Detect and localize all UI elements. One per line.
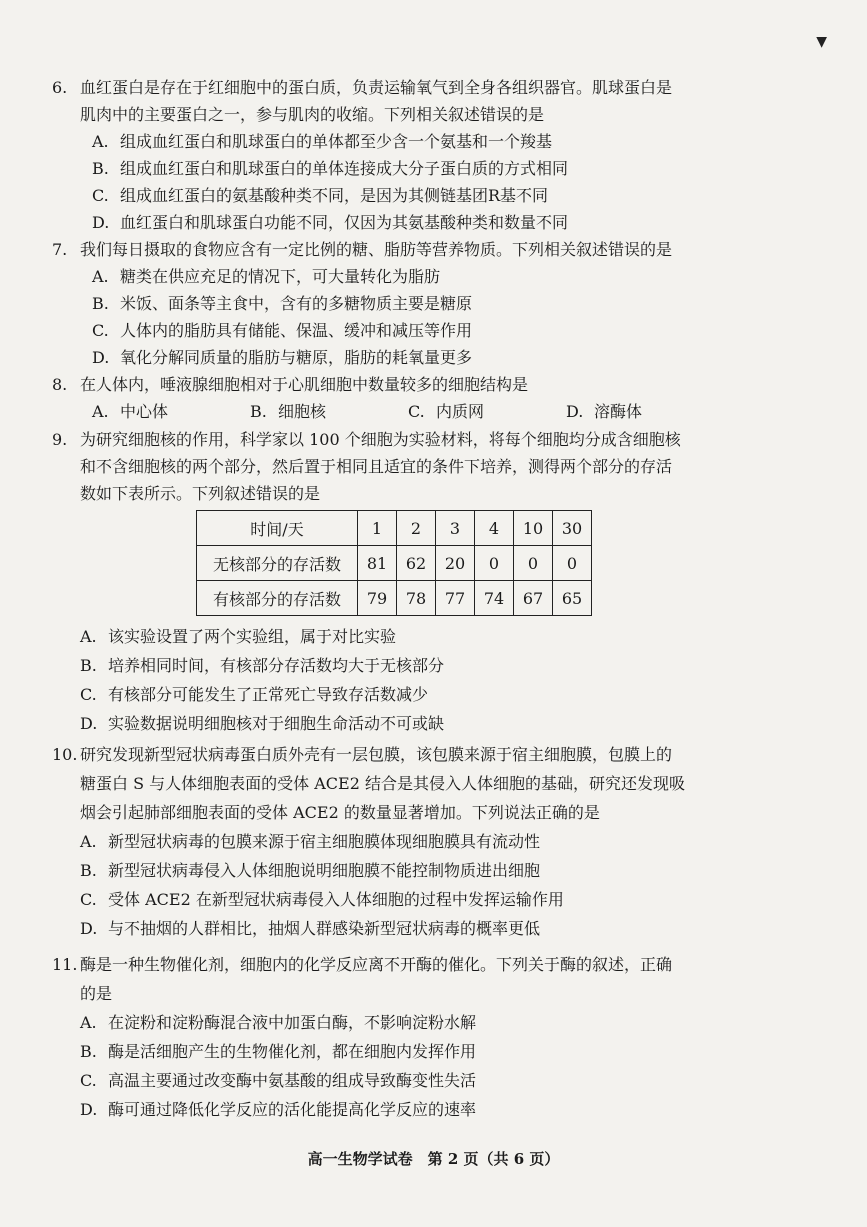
question-10 bbox=[52, 740, 752, 943]
option-b: B. 酶是活细胞产生的生物催化剂，都在细胞内发挥作用 bbox=[80, 1042, 477, 1061]
table-cell: 3 bbox=[436, 511, 475, 546]
option-a: A. 在淀粉和淀粉酶混合液中加蛋白酶，不影响淀粉水解 bbox=[80, 1013, 477, 1032]
options-row bbox=[52, 398, 752, 425]
table-cell: 20 bbox=[436, 546, 475, 581]
option-c: C. 内质网 bbox=[408, 402, 485, 421]
table-cell: 62 bbox=[397, 546, 436, 581]
table-cell: 无核部分的存活数 bbox=[197, 546, 358, 581]
table-cell: 78 bbox=[397, 581, 436, 616]
page-footer: 高一生物学试卷 第 2 页（共 6 页） bbox=[307, 1150, 560, 1168]
question-number: 8. bbox=[52, 375, 68, 394]
option-d: D. 血红蛋白和肌球蛋白功能不同，仅因为其氨基酸种类和数量不同 bbox=[92, 213, 569, 232]
table-cell: 10 bbox=[514, 511, 553, 546]
option-c: C. 组成血红蛋白的氨基酸种类不同，是因为其侧链基团R基不同 bbox=[92, 186, 549, 205]
option-a: A. 新型冠状病毒的包膜来源于宿主细胞膜体现细胞膜具有流动性 bbox=[80, 832, 541, 851]
question-stem-line: 和不含细胞核的两个部分，然后置于相同且适宜的条件下培养，测得两个部分的存活 bbox=[80, 457, 673, 476]
question-9-options bbox=[52, 622, 752, 738]
option-c: C. 受体 ACE2 在新型冠状病毒侵入人体细胞的过程中发挥运输作用 bbox=[80, 890, 564, 909]
question-stem-line: 在人体内，唾液腺细胞相对于心肌细胞中数量较多的细胞结构是 bbox=[80, 375, 529, 394]
question-stem-line: 研究发现新型冠状病毒蛋白质外壳有一层包膜，该包膜来源于宿主细胞膜，包膜上的 bbox=[80, 745, 673, 764]
option-a: A. 中心体 bbox=[92, 402, 169, 421]
option-b: B. 新型冠状病毒侵入人体细胞说明细胞膜不能控制物质进出细胞 bbox=[80, 861, 541, 880]
question-7 bbox=[52, 236, 752, 371]
question-8 bbox=[52, 371, 752, 425]
table-cell: 81 bbox=[358, 546, 397, 581]
question-stem-line: 我们每日摄取的食物应含有一定比例的糖、脂肪等营养物质。下列相关叙述错误的是 bbox=[80, 240, 673, 259]
corner-triangle-icon: ▼ bbox=[816, 34, 827, 50]
question-stem-line: 烟会引起肺部细胞表面的受体 ACE2 的数量显著增加。下列说法正确的是 bbox=[80, 803, 600, 822]
table-row bbox=[197, 581, 592, 616]
table-cell: 0 bbox=[514, 546, 553, 581]
option-a: A. 该实验设置了两个实验组，属于对比实验 bbox=[80, 627, 397, 646]
option-d: D. 溶酶体 bbox=[566, 402, 643, 421]
question-number: 10. bbox=[52, 745, 78, 764]
question-stem-line: 血红蛋白是存在于红细胞中的蛋白质，负责运输氧气到全身各组织器官。肌球蛋白是 bbox=[80, 78, 673, 97]
option-b: B. 细胞核 bbox=[250, 402, 327, 421]
table-cell: 1 bbox=[358, 511, 397, 546]
option-c: C. 人体内的脂肪具有储能、保温、缓冲和减压等作用 bbox=[92, 321, 473, 340]
question-number: 7. bbox=[52, 240, 68, 259]
table-cell: 2 bbox=[397, 511, 436, 546]
table-cell: 4 bbox=[475, 511, 514, 546]
option-d: D. 酶可通过降低化学反应的活化能提高化学反应的速率 bbox=[80, 1100, 477, 1119]
question-stem-line: 酶是一种生物催化剂，细胞内的化学反应离不开酶的催化。下列关于酶的叙述，正确 bbox=[80, 955, 673, 974]
question-stem-line: 糖蛋白 S 与人体细胞表面的受体 ACE2 结合是其侵入人体细胞的基础，研究还发现吸 bbox=[80, 774, 685, 793]
option-b: B. 培养相同时间，有核部分存活数均大于无核部分 bbox=[80, 656, 445, 675]
table-cell: 有核部分的存活数 bbox=[197, 581, 358, 616]
table-cell: 30 bbox=[553, 511, 592, 546]
question-stem-line: 为研究细胞核的作用，科学家以 100 个细胞为实验材料，将每个细胞均分成含细胞核 bbox=[80, 430, 681, 449]
table-cell: 0 bbox=[553, 546, 592, 581]
table-cell: 0 bbox=[475, 546, 514, 581]
option-d: D. 与不抽烟的人群相比，抽烟人群感染新型冠状病毒的概率更低 bbox=[80, 919, 541, 938]
option-b: B. 组成血红蛋白和肌球蛋白的单体连接成大分子蛋白质的方式相同 bbox=[92, 159, 569, 178]
question-11 bbox=[52, 950, 752, 1124]
table-cell: 67 bbox=[514, 581, 553, 616]
question-9 bbox=[52, 426, 752, 507]
question-number: 11. bbox=[52, 955, 78, 974]
table-row bbox=[197, 546, 592, 581]
table-cell: 74 bbox=[475, 581, 514, 616]
option-d: D. 实验数据说明细胞核对于细胞生命活动不可或缺 bbox=[80, 714, 445, 733]
option-a: A. 组成血红蛋白和肌球蛋白的单体都至少含一个氨基和一个羧基 bbox=[92, 132, 553, 151]
option-a: A. 糖类在供应充足的情况下，可大量转化为脂肪 bbox=[92, 267, 441, 286]
table-cell: 79 bbox=[358, 581, 397, 616]
question-6 bbox=[52, 74, 752, 236]
option-b: B. 米饭、面条等主食中，含有的多糖物质主要是糖原 bbox=[92, 294, 473, 313]
option-c: C. 高温主要通过改变酶中氨基酸的组成导致酶变性失活 bbox=[80, 1071, 477, 1090]
question-number: 6. bbox=[52, 78, 68, 97]
question-stem-line: 肌肉中的主要蛋白之一，参与肌肉的收缩。下列相关叙述错误的是 bbox=[80, 105, 545, 124]
question-number: 9. bbox=[52, 430, 68, 449]
table-cell: 时间/天 bbox=[197, 511, 358, 546]
option-c: C. 有核部分可能发生了正常死亡导致存活数减少 bbox=[80, 685, 429, 704]
option-d: D. 氧化分解同质量的脂肪与糖原，脂肪的耗氧量更多 bbox=[92, 348, 473, 367]
survival-table bbox=[196, 510, 592, 616]
question-stem-line: 数如下表所示。下列叙述错误的是 bbox=[80, 484, 321, 503]
question-stem-line: 的是 bbox=[80, 984, 113, 1003]
table-cell: 65 bbox=[553, 581, 592, 616]
table-header-row bbox=[197, 511, 592, 546]
table-cell: 77 bbox=[436, 581, 475, 616]
